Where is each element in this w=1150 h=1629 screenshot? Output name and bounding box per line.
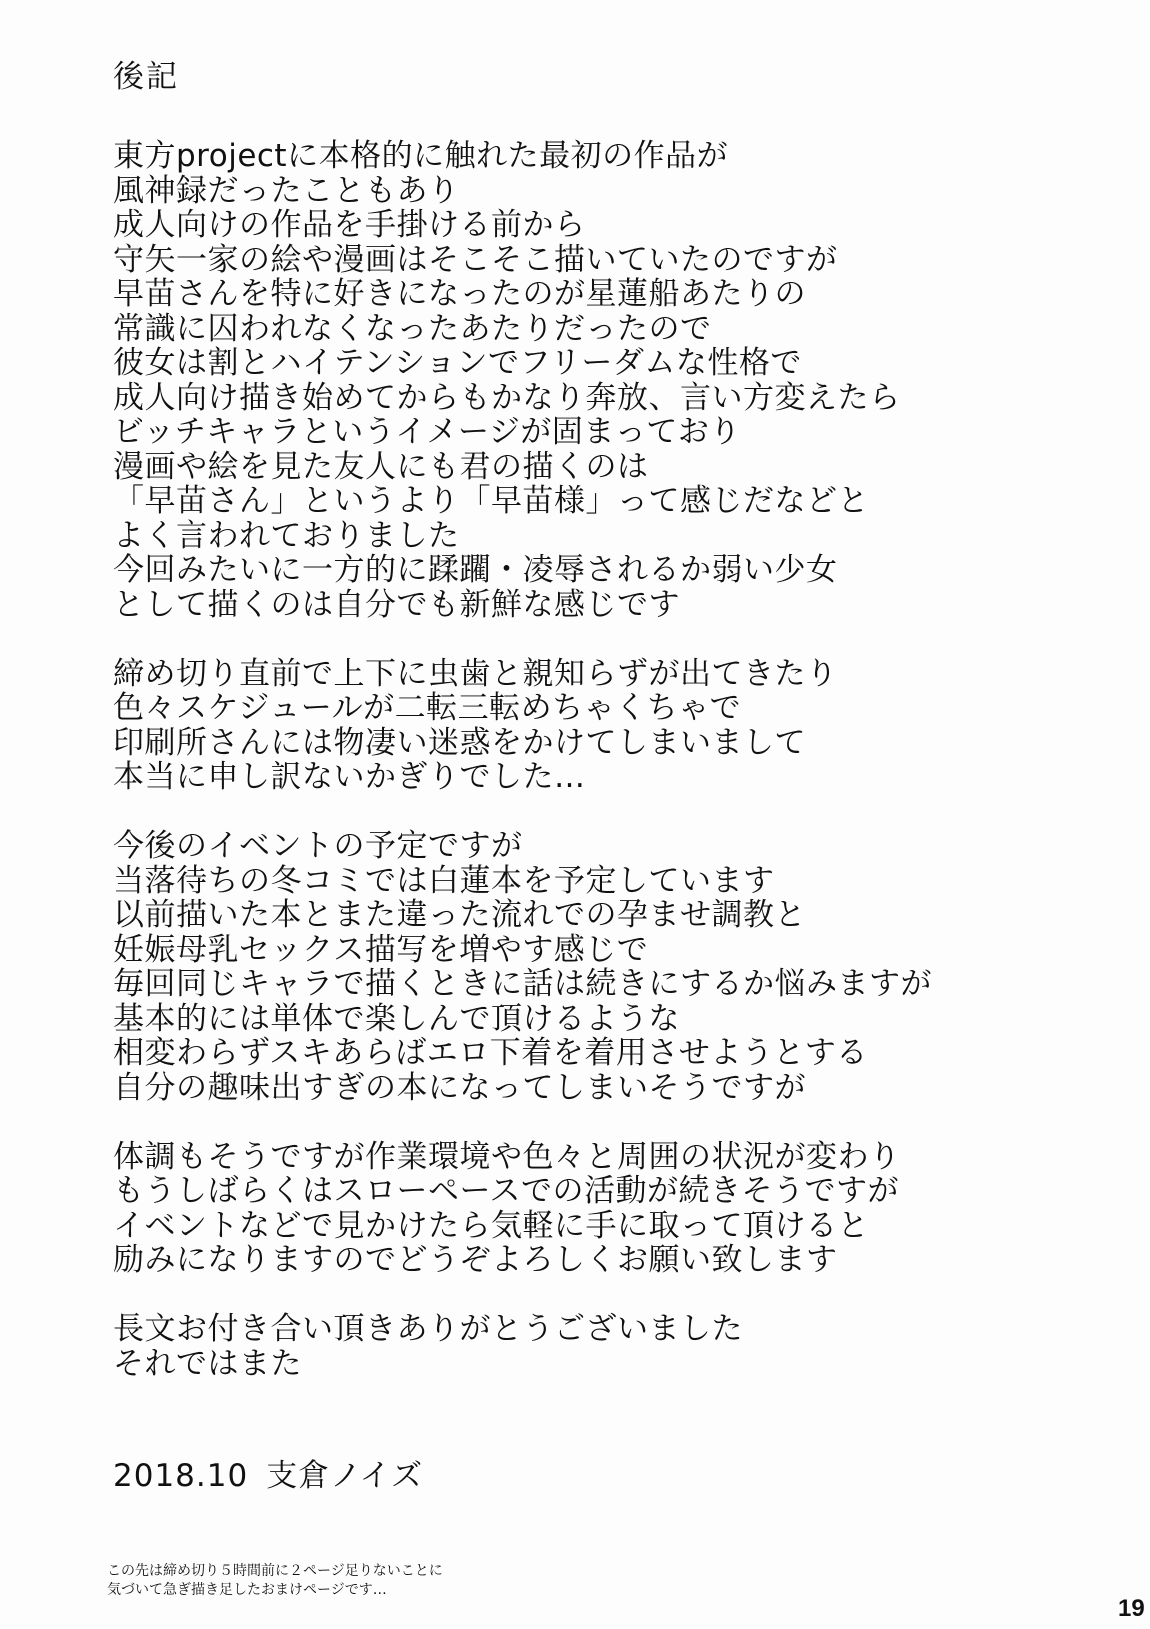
paragraph-gap	[113, 1105, 1113, 1140]
text-line: 「早苗さん」というより「早苗様」って感じだなどと	[113, 483, 869, 519]
text-line: 自分の趣味出すぎの本になってしまいそうですが	[113, 1069, 806, 1106]
paragraph	[113, 1312, 1113, 1381]
paragraph	[113, 829, 1113, 1105]
text-line: 妊娠母乳セックス描写を増やす感じで	[113, 931, 649, 968]
text-line: 成人向けの作品を手掛ける前から	[113, 207, 586, 243]
text-line: 風神録だったこともあり	[113, 172, 460, 209]
text-line: それではまた	[113, 1345, 302, 1382]
paragraph	[113, 139, 1113, 622]
afterword-title: 後記	[113, 59, 179, 95]
text-line: イベントなどで見かけたら気軽に手に取って頂けると	[113, 1207, 869, 1244]
text-line: 長文お付き合い頂きありがとうございました	[113, 1311, 743, 1347]
afterword-body	[113, 139, 1113, 1381]
text-line: 励みになりますのでどうぞよろしくお願い致します	[113, 1242, 838, 1278]
text-line: ビッチキャラというイメージが固まっており	[113, 414, 741, 450]
signature	[113, 1458, 424, 1494]
text-line: 常識に囚われなくなったあたりだったので	[113, 310, 712, 347]
text-line: 今後のイベントの予定ですが	[113, 828, 523, 864]
text-line: 本当に申し訳ないかぎりでした…	[113, 759, 586, 795]
page-number: 19	[1118, 1595, 1145, 1622]
text-line: 体調もそうですが作業環境や色々と周囲の状況が変わり	[113, 1138, 901, 1175]
text-line: 守矢一家の絵や漫画はそこそこ描いていたのですが	[113, 241, 838, 278]
paragraph-gap	[113, 795, 1113, 830]
text-line: として描くのは自分でも新鮮な感じです	[113, 586, 680, 623]
text-line: 色々スケジュールが二転三転めちゃくちゃで	[113, 690, 742, 726]
signature-date: 2018.10	[113, 1458, 249, 1494]
paragraph	[113, 1140, 1113, 1278]
text-line: 印刷所さんには物凄い迷惑をかけてしまいまして	[113, 724, 806, 761]
paragraph-gap	[113, 1278, 1113, 1313]
text-line: 東方projectに本格的に触れた最初の作品が	[113, 138, 729, 174]
text-line: 毎回同じキャラで描くときに話は続きにするか悩みますが	[113, 966, 932, 1002]
text-line: よく言われておりました	[113, 517, 460, 554]
text-line: 基本的には単体で楽しんで頂けるような	[113, 1000, 680, 1037]
text-line: 相変わらずスキあらばエロ下着を着用させようとする	[113, 1035, 868, 1071]
text-line: 成人向け描き始めてからもかなり奔放、言い方変えたら	[113, 379, 901, 416]
signature-author: 支倉ノイズ	[266, 1458, 424, 1494]
text-line: 漫画や絵を見た友人にも君の描くのは	[113, 448, 649, 485]
text-line: 彼女は割とハイテンションでフリーダムな性格で	[113, 345, 802, 381]
paragraph-gap	[113, 622, 1113, 657]
text-line: 早苗さんを特に好きになったのが星蓮船あたりの	[113, 276, 806, 312]
text-line: 以前描いた本とまた違った流れでの孕ませ調教と	[113, 897, 806, 933]
footnote-line: この先は締め切り５時間前に２ページ足りないことに	[107, 1563, 443, 1579]
text-line: 当落待ちの冬コミでは白蓮本を予定しています	[113, 862, 775, 899]
paragraph	[113, 657, 1113, 795]
text-line: もうしばらくはスローペースでの活動が続きそうですが	[113, 1173, 899, 1209]
text-line: 締め切り直前で上下に虫歯と親知らずが出てきたり	[113, 655, 838, 692]
text-line: 今回みたいに一方的に蹂躙・凌辱されるか弱い少女	[113, 552, 838, 588]
footnote-line: 気づいて急ぎ描き足したおまけページです…	[107, 1582, 387, 1598]
footnote	[107, 1562, 443, 1600]
